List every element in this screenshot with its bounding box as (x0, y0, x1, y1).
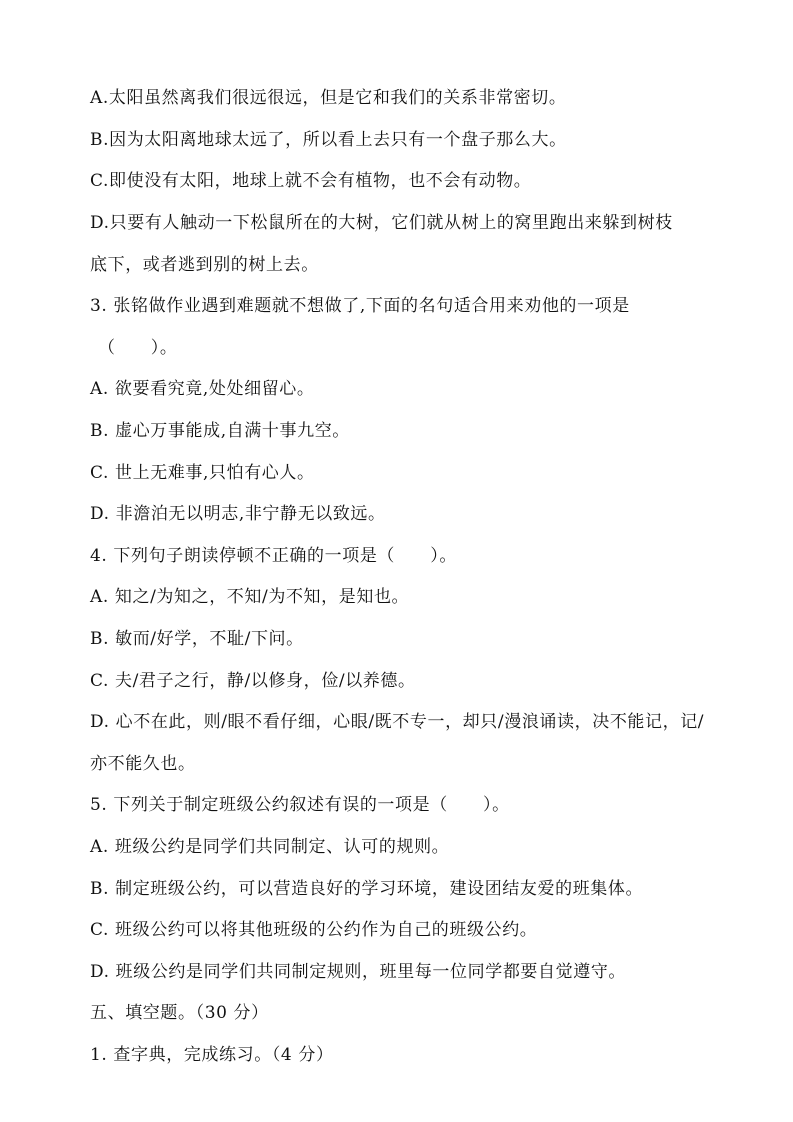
question-4-option-a: A. 知之/为知之，不知/为不知，是知也。 (90, 587, 410, 607)
question-3-blank: （ ）。 (98, 338, 178, 358)
option-b-sun-plate: B.因为太阳离地球太远了，所以看上去只有一个盘子那么大。 (90, 130, 567, 150)
option-a-sun-far: A.太阳虽然离我们很远很远，但是它和我们的关系非常密切。 (90, 88, 567, 108)
question-5-stem: 5. 下列关于制定班级公约叙述有误的一项是（ ）。 (90, 795, 510, 815)
question-5-option-c: C. 班级公约可以将其他班级的公约作为自己的班级公约。 (90, 920, 538, 940)
question-4-option-c: C. 夫/君子之行，静/以修身，俭/以养德。 (90, 671, 416, 691)
option-d-squirrel-line1: D.只要有人触动一下松鼠所在的大树，它们就从树上的窝里跑出来躲到树枝 (90, 213, 673, 233)
fill-in-question-1: 1. 查字典，完成练习。（4 分） (90, 1045, 334, 1065)
section-5-heading: 五、填空题。（30 分） (90, 1003, 269, 1023)
question-4-option-b: B. 敏而/好学，不耻/下问。 (90, 629, 304, 649)
question-5-option-a: A. 班级公约是同学们共同制定、认可的规则。 (90, 837, 450, 857)
question-3-option-b: B. 虚心万事能成,自满十事九空。 (90, 421, 350, 441)
question-3-stem: 3. 张铭做作业遇到难题就不想做了,下面的名句适合用来劝他的一项是 (90, 296, 630, 316)
question-3-option-a: A. 欲要看究竟,处处细留心。 (90, 379, 315, 399)
question-5-option-d: D. 班级公约是同学们共同制定规则，班里每一位同学都要自觉遵守。 (90, 962, 627, 982)
question-3-option-d: D. 非澹泊无以明志,非宁静无以致远。 (90, 504, 386, 524)
question-3-option-c: C. 世上无难事,只怕有心人。 (90, 463, 315, 483)
question-5-option-b: B. 制定班级公约，可以营造良好的学习环境，建设团结友爱的班集体。 (90, 879, 644, 899)
option-c-no-sun: C.即使没有太阳，地球上就不会有植物，也不会有动物。 (90, 171, 532, 191)
option-d-squirrel-line2: 底下，或者逃到别的树上去。 (90, 255, 319, 275)
question-4-stem: 4. 下列句子朗读停顿不正确的一项是（ ）。 (90, 546, 457, 566)
question-4-option-d-line1: D. 心不在此，则/眼不看仔细，心眼/既不专一，却只/漫浪诵读，决不能记，记/ (90, 712, 705, 732)
question-4-option-d-line2: 亦不能久也。 (90, 754, 196, 774)
